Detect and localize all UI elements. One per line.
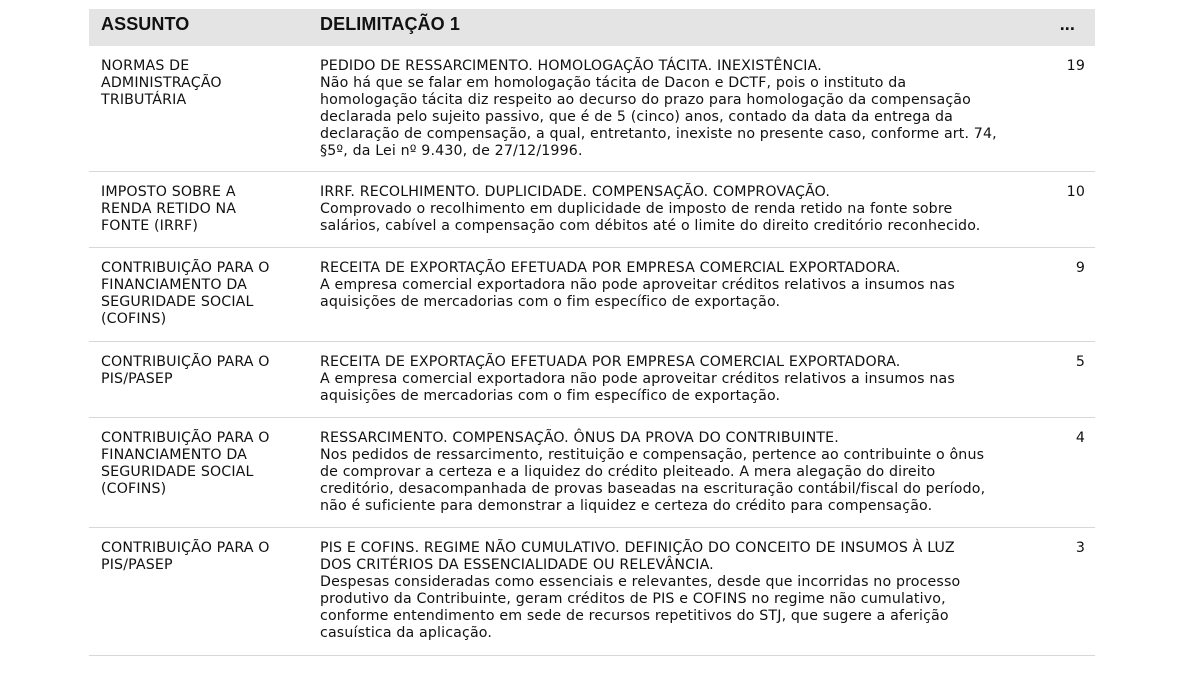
- delimitacao-line: aquisições de mercadorias com o fim específico de exportação.: [320, 388, 781, 404]
- cell-delimitacao: [308, 418, 1030, 527]
- delimitacao-line: A empresa comercial exportadora não pode aproveitar créditos relativos a insumos nas: [320, 371, 955, 387]
- delimitacao-line: Não há que se falar em homologação tácita de Dacon e DCTF, pois o instituto da: [320, 75, 907, 91]
- column-header-more[interactable]: ...: [1059, 14, 1075, 34]
- assunto-line: CONTRIBUIÇÃO PARA O: [101, 430, 270, 446]
- assunto-line: SEGURIDADE SOCIAL: [101, 464, 254, 480]
- delimitacao-line: Comprovado o recolhimento em duplicidade de imposto de renda retido na fonte sobre: [320, 201, 953, 217]
- delimitacao-line: declaração de compensação, a qual, entretanto, inexiste no presente caso, conforme art. 74,: [320, 126, 997, 142]
- table-row[interactable]: [89, 172, 1095, 248]
- assunto-line: (COFINS): [101, 481, 167, 497]
- delimitacao-line: não é suficiente para demonstrar a liquidez e certeza do crédito para compensação.: [320, 498, 933, 514]
- cell-count: 5: [1075, 354, 1085, 370]
- delimitacao-line: A empresa comercial exportadora não pode aproveitar créditos relativos a insumos nas: [320, 277, 955, 293]
- assunto-line: PIS/PASEP: [101, 557, 173, 573]
- delimitacao-line: casuística da aplicação.: [320, 625, 493, 641]
- delimitacao-line: RECEITA DE EXPORTAÇÃO EFETUADA POR EMPRESA COMERCIAL EXPORTADORA.: [320, 260, 901, 276]
- cell-count: 3: [1075, 540, 1085, 556]
- cell-assunto: [89, 172, 308, 247]
- column-header-assunto[interactable]: ASSUNTO: [101, 14, 190, 34]
- assunto-line: RENDA RETIDO NA: [101, 201, 237, 217]
- delimitacao-line: RECEITA DE EXPORTAÇÃO EFETUADA POR EMPRESA COMERCIAL EXPORTADORA.: [320, 354, 901, 370]
- assunto-line: FONTE (IRRF): [101, 218, 199, 234]
- cell-delimitacao: [308, 248, 1030, 341]
- delimitacao-line: de comprovar a certeza e a liquidez do crédito pleiteado. A mera alegação do direito: [320, 464, 936, 480]
- delimitacao-line: RESSARCIMENTO. COMPENSAÇÃO. ÔNUS DA PROVA DO CONTRIBUINTE.: [320, 430, 839, 446]
- cell-assunto: [89, 342, 308, 417]
- table-row[interactable]: [89, 46, 1095, 172]
- delimitacao-line: IRRF. RECOLHIMENTO. DUPLICIDADE. COMPENSAÇÃO. COMPROVAÇÃO.: [320, 184, 831, 200]
- assunto-line: SEGURIDADE SOCIAL: [101, 294, 254, 310]
- cell-assunto: [89, 248, 308, 341]
- cell-assunto: [89, 418, 308, 527]
- table-body: [89, 46, 1095, 656]
- delimitacao-line: DOS CRITÉRIOS DA ESSENCIALIDADE OU RELEVÂNCIA.: [320, 557, 714, 573]
- delimitacao-line: PIS E COFINS. REGIME NÃO CUMULATIVO. DEFINIÇÃO DO CONCEITO DE INSUMOS À LUZ: [320, 540, 955, 556]
- assunto-line: NORMAS DE: [101, 58, 190, 74]
- delimitacao-line: salários, cabível a compensação com débitos até o limite do direito creditório reconhecido.: [320, 218, 981, 234]
- cell-count: 19: [1066, 58, 1085, 74]
- cell-delimitacao: [308, 342, 1030, 417]
- assunto-line: IMPOSTO SOBRE A: [101, 184, 236, 200]
- cell-delimitacao: [308, 46, 1030, 171]
- table-row[interactable]: [89, 248, 1095, 342]
- delimitacao-line: conforme entendimento em sede de recursos repetitivos do STJ, que sugere a aferição: [320, 608, 949, 624]
- delimitacao-line: PEDIDO DE RESSARCIMENTO. HOMOLOGAÇÃO TÁCITA. INEXISTÊNCIA.: [320, 58, 822, 74]
- table-row[interactable]: [89, 418, 1095, 528]
- delimitacao-line: produtivo da Contribuinte, geram créditos de PIS e COFINS no regime não cumulativo,: [320, 591, 946, 607]
- results-table: [89, 9, 1095, 656]
- column-header-delimitacao[interactable]: DELIMITAÇÃO 1: [320, 14, 460, 34]
- assunto-line: CONTRIBUIÇÃO PARA O: [101, 540, 270, 556]
- assunto-line: CONTRIBUIÇÃO PARA O: [101, 354, 270, 370]
- assunto-line: PIS/PASEP: [101, 371, 173, 387]
- assunto-line: TRIBUTÁRIA: [101, 92, 187, 108]
- table-row[interactable]: [89, 342, 1095, 418]
- cell-assunto: [89, 528, 308, 655]
- assunto-line: ADMINISTRAÇÃO: [101, 75, 222, 91]
- assunto-line: (COFINS): [101, 311, 167, 327]
- cell-count: 4: [1075, 430, 1085, 446]
- assunto-line: FINANCIAMENTO DA: [101, 447, 248, 463]
- cell-delimitacao: [308, 528, 1030, 655]
- cell-count: 9: [1075, 260, 1085, 276]
- cell-delimitacao: [308, 172, 1030, 247]
- delimitacao-line: Nos pedidos de ressarcimento, restituição e compensação, pertence ao contribuinte o ônus: [320, 447, 985, 463]
- cell-assunto: [89, 46, 308, 171]
- table-row[interactable]: [89, 528, 1095, 656]
- cell-count: 10: [1066, 184, 1085, 200]
- table-header: [89, 9, 1095, 46]
- delimitacao-line: declarada pelo sujeito passivo, que é de 5 (cinco) anos, contado da data da entrega da: [320, 109, 954, 125]
- delimitacao-line: §5º, da Lei nº 9.430, de 27/12/1996.: [320, 143, 583, 159]
- assunto-line: FINANCIAMENTO DA: [101, 277, 248, 293]
- assunto-line: CONTRIBUIÇÃO PARA O: [101, 260, 270, 276]
- delimitacao-line: aquisições de mercadorias com o fim específico de exportação.: [320, 294, 781, 310]
- delimitacao-line: homologação tácita diz respeito ao decurso do prazo para homologação da compensação: [320, 92, 971, 108]
- delimitacao-line: Despesas consideradas como essenciais e relevantes, desde que incorridas no processo: [320, 574, 961, 590]
- delimitacao-line: creditório, desacompanhada de provas baseadas na escrituração contábil/fiscal do período,: [320, 481, 986, 497]
